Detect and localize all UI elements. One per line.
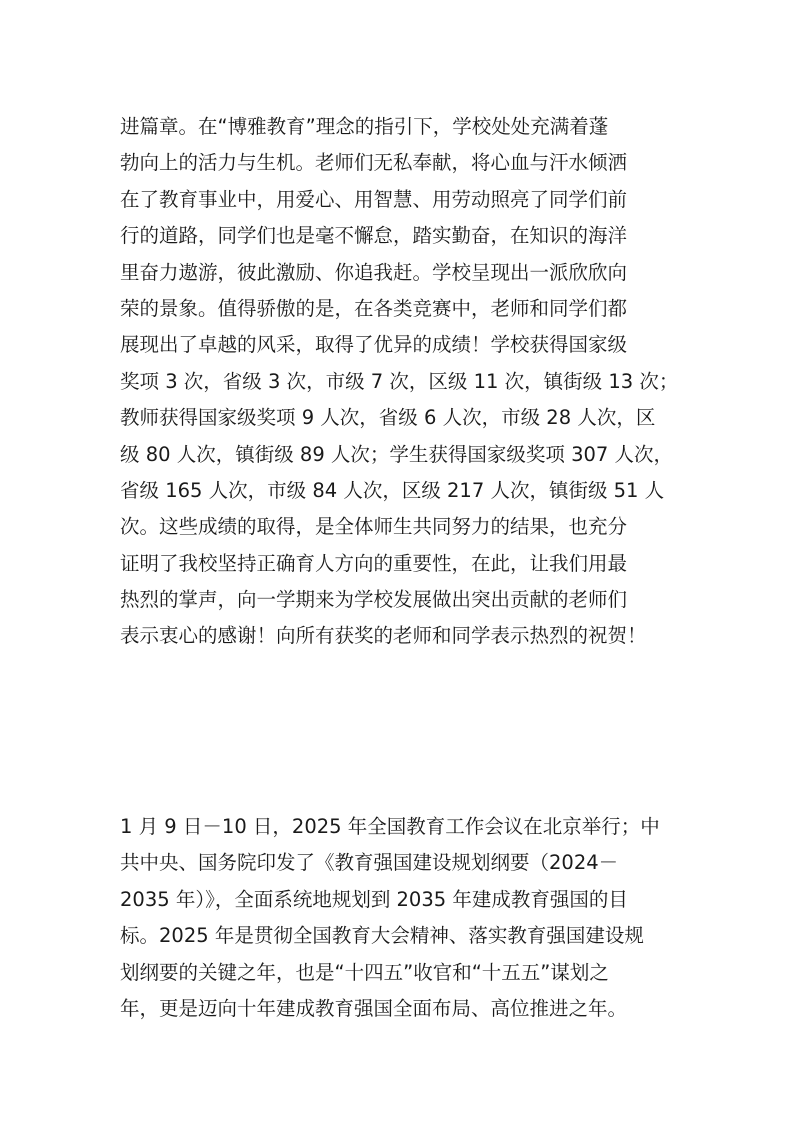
text-line: 进篇章。在“博雅教育”理念的指引下，学校处处充满着蓬 — [120, 115, 609, 138]
text-line: 证明了我校坚持正确育人方向的重要性，在此，让我们用最 — [120, 551, 628, 575]
paragraph-achievements — [120, 109, 680, 655]
text-line: 标。2025 年是贯彻全国教育大会精神、落实教育强国建设规 — [120, 924, 644, 948]
text-line: 在了教育事业中，用爱心、用智慧、用劳动照亮了同学们前 — [120, 187, 628, 211]
text-line: 年，更是迈向十年建成教育强国全面布局、高位推进之年。 — [120, 996, 628, 1020]
text-line: 次。这些成绩的取得，是全体师生共同努力的结果，也充分 — [120, 515, 628, 539]
text-line: 级 80 人次，镇街级 89 人次；学生获得国家级奖项 307 人次， — [120, 442, 674, 466]
text-line: 勃向上的活力与生机。老师们无私奉献，将心血与汗水倾洒 — [120, 151, 628, 175]
text-line: 教师获得国家级奖项 9 人次，省级 6 人次，市级 28 人次，区 — [120, 406, 656, 430]
text-line: 省级 165 人次，市级 84 人次，区级 217 人次，镇街级 51 人 — [120, 478, 665, 502]
text-line: 奖项 3 次，省级 3 次，市级 7 次，区级 11 次，镇街级 13 次； — [120, 369, 679, 393]
text-line: 共中央、国务院印发了《教育强国建设规划纲要（2024－ — [120, 851, 619, 875]
text-line: 1 月 9 日－10 日，2025 年全国教育工作会议在北京举行；中 — [120, 815, 660, 838]
text-line: 荣的景象。值得骄傲的是，在各类竞赛中，老师和同学们都 — [120, 296, 628, 320]
paragraph-education-conference — [120, 809, 680, 1027]
text-line: 2035 年）》，全面系统地规划到 2035 年建成教育强国的目 — [120, 887, 628, 911]
text-line: 行的道路，同学们也是毫不懈怠，踏实勤奋，在知识的海洋 — [120, 224, 628, 248]
text-line: 里奋力遨游，彼此激励、你追我赶。学校呈现出一派欣欣向 — [120, 260, 628, 284]
text-line: 展现出了卓越的风采，取得了优异的成绩！学校获得国家级 — [120, 333, 628, 357]
text-line: 表示衷心的感谢！向所有获奖的老师和同学表示热烈的祝贺！ — [120, 624, 647, 648]
text-line: 热烈的掌声，向一学期来为学校发展做出突出贡献的老师们 — [120, 588, 628, 612]
text-line: 划纲要的关键之年，也是“十四五”收官和“十五五”谋划之 — [120, 960, 609, 984]
